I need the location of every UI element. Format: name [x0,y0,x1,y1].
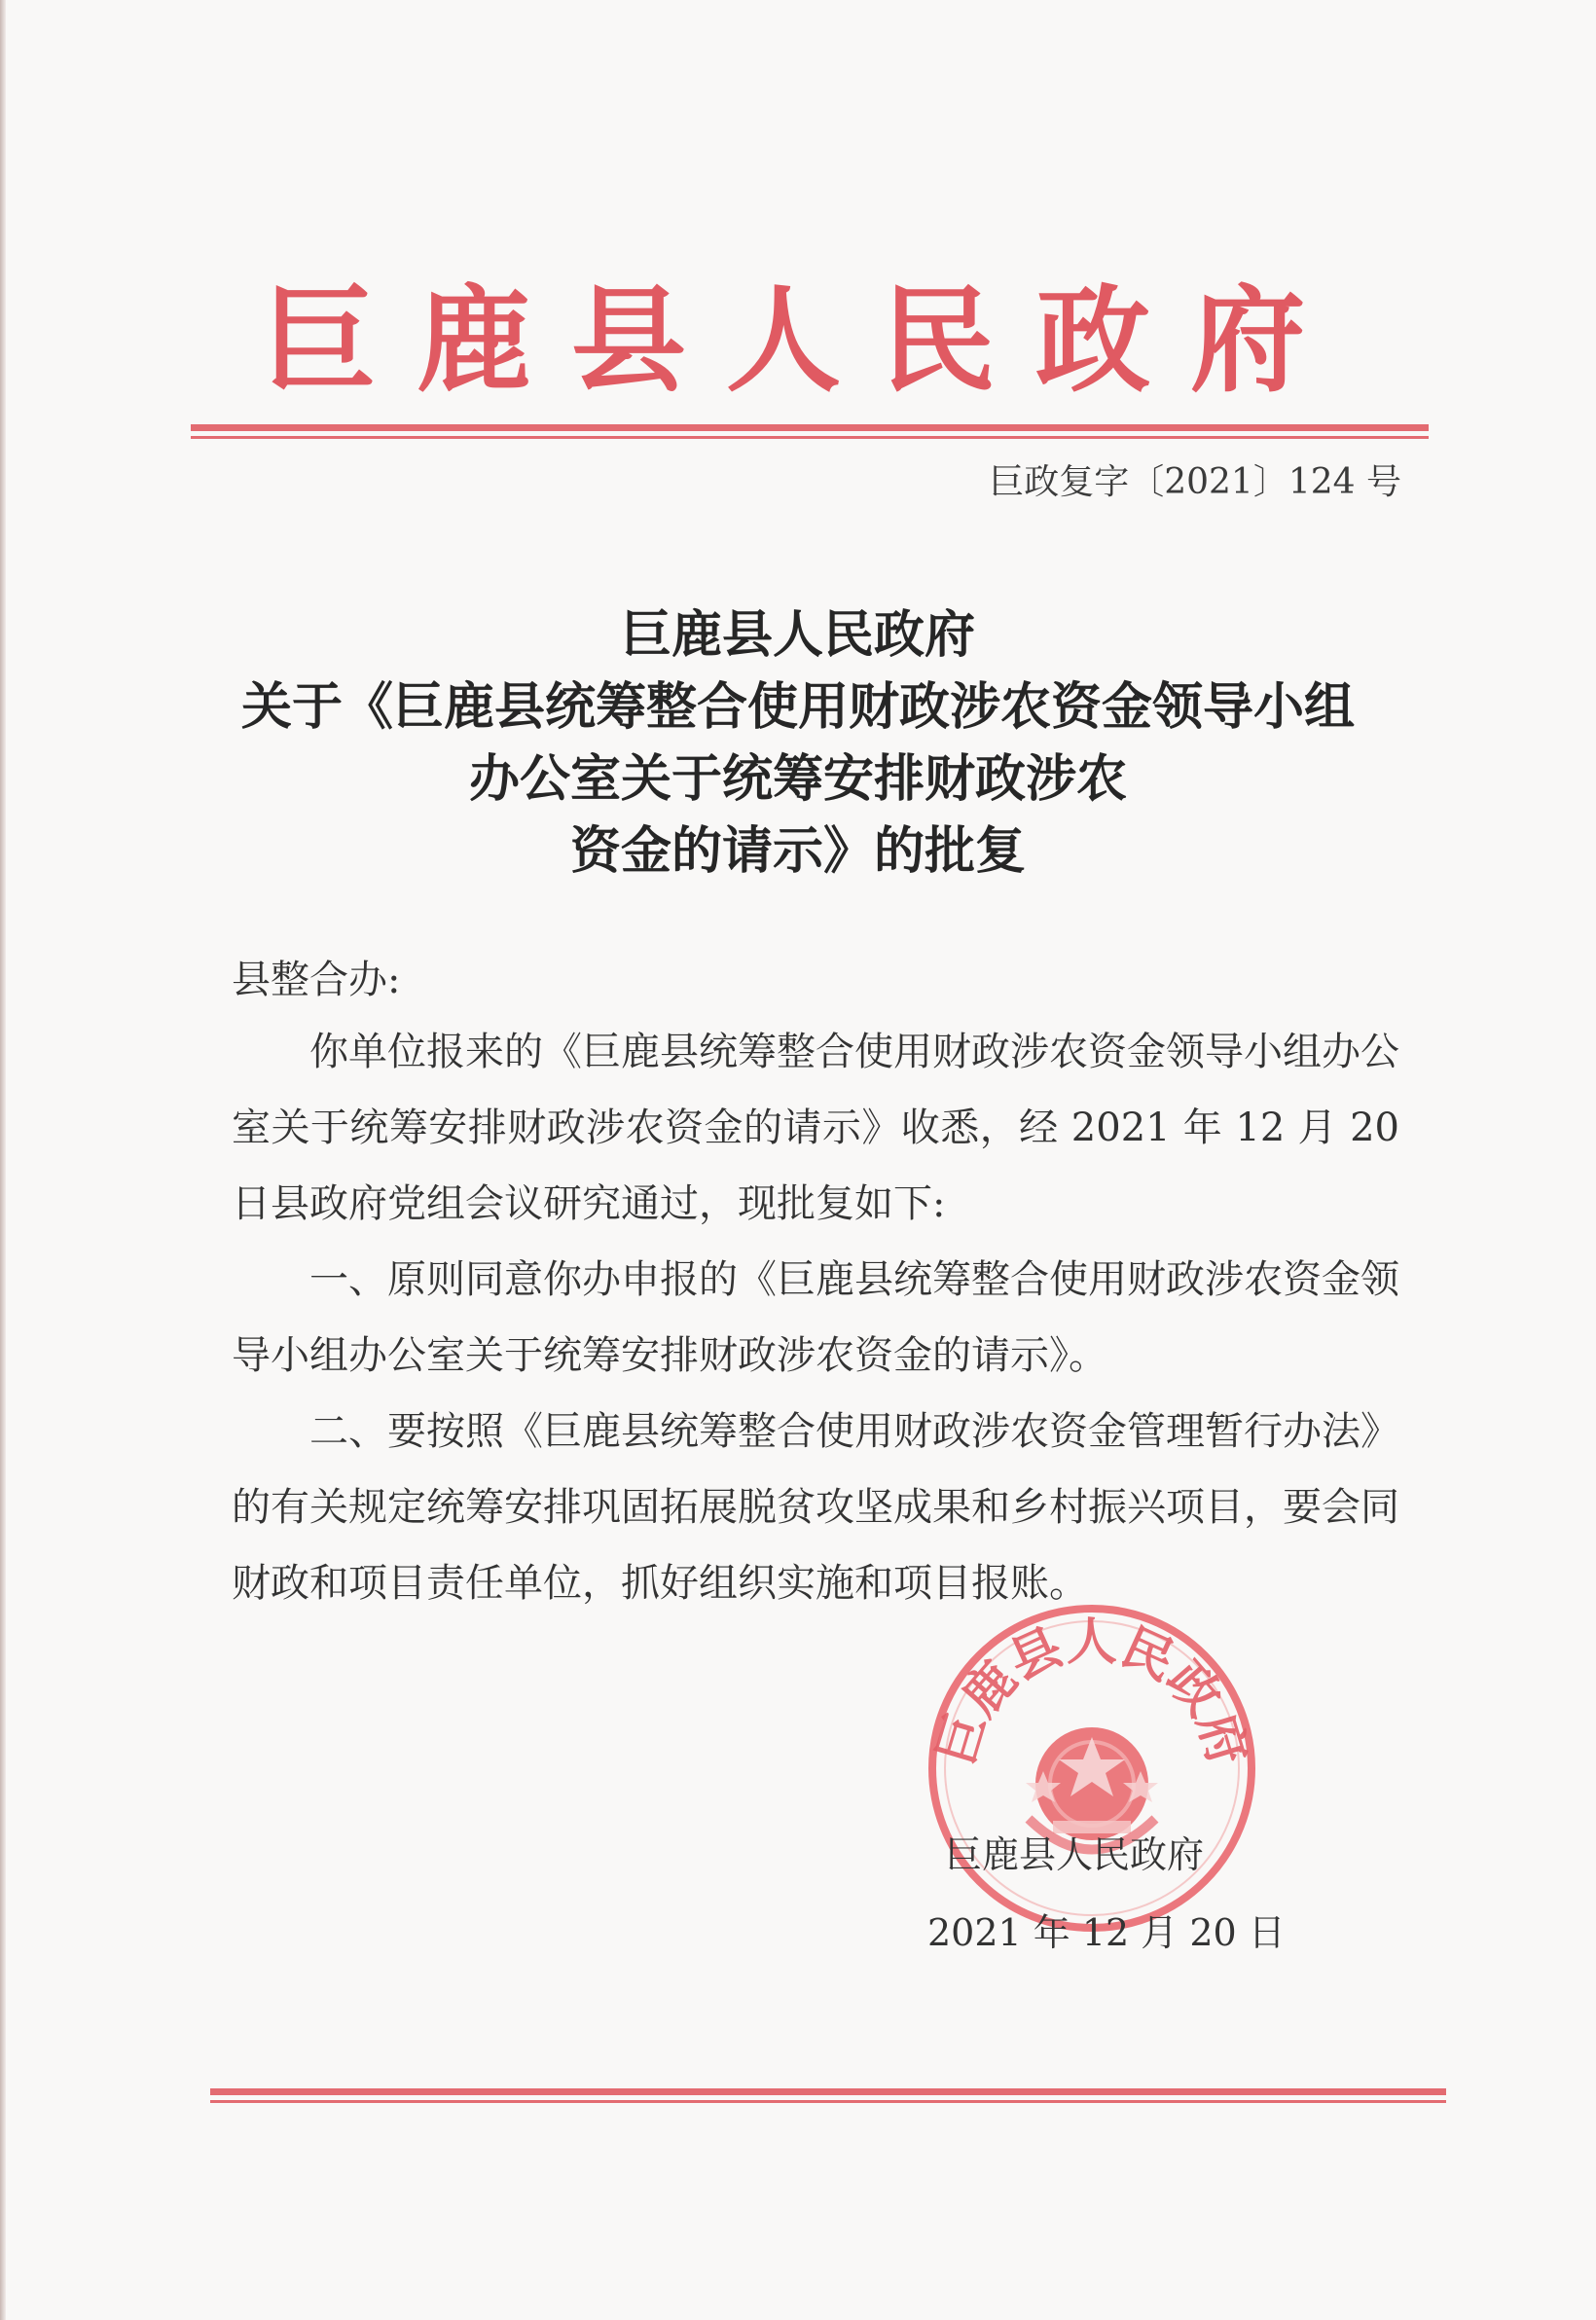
document-title [175,599,1421,891]
title-line-3: 办公室关于统筹安排财政涉农 [468,749,1127,809]
document-body [232,946,1399,1621]
document-number: 巨政复字〔2021〕124 号 [989,462,1401,502]
signature-organization: 巨鹿县人民政府 [945,1833,1205,1876]
title-line-1: 巨鹿县人民政府 [620,605,975,665]
title-line-4: 资金的请示》的批复 [569,821,1026,881]
body-paragraph-1: 你单位报来的《巨鹿县统筹整合使用财政涉农资金领导小组办公室关于统筹安排财政涉农资金的请示》收悉，经 2021 年 12 月 20 日县政府党组会议研究通过，现批复如下: [232,1030,1399,1226]
signature-block [876,1816,1362,1972]
government-masthead: 巨 鹿 县 人 民 政 府 [261,272,1306,408]
title-line-2: 关于《巨鹿县统筹整合使用财政涉农资金领导小组 [240,677,1355,737]
signature-date: 2021 年 12 月 20 日 [927,1911,1286,1954]
body-paragraph-3: 二、要按照《巨鹿县统筹整合使用财政涉农资金管理暂行办法》的有关规定统筹安排巩固拓展脱贫攻坚成果和乡村振兴项目，要会同财政和项目责任单位，抓好组织实施和项目报账。 [232,1409,1399,1606]
bottom-thin-line [210,2100,1446,2103]
masthead-thick-line [191,424,1429,431]
masthead-double-rule [191,424,1429,442]
svg-text:巨鹿县人民政府: 巨鹿县人民政府 [926,1613,1257,1772]
bottom-thick-line [210,2088,1446,2095]
masthead-thin-line [191,436,1429,439]
salutation: 县整合办: [232,958,401,1002]
body-paragraph-2: 一、原则同意你办申报的《巨鹿县统筹整合使用财政涉农资金领导小组办公室关于统筹安排财政涉农资金的请示》。 [232,1257,1399,1378]
page-shadow-edge [0,0,6,2320]
bottom-double-rule [210,2088,1446,2106]
